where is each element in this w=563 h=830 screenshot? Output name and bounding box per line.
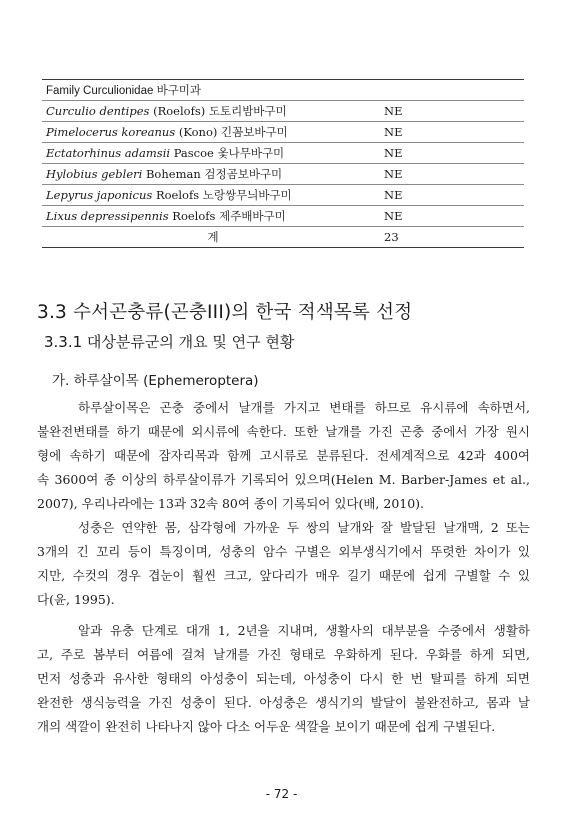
text-line: 3개의 긴 꼬리 등이 특징이며, 성충의 암수 구별은 외부생식기에서 뚜렷한 차이가 있 [37, 544, 530, 559]
text-line: 형에 속하기 때문에 잠자리목과 함께 고시류로 분류된다. 전세계적으로 42과 400여 [37, 448, 530, 463]
table-row [42, 143, 524, 164]
text-line: 지만, 수컷의 경우 겹눈이 훨씬 크고, 앞다리가 매우 길기 때문에 쉽게 구별할 수 있 [37, 568, 530, 583]
total-value: 23 [380, 227, 524, 248]
species-name: Lepyrus japonicus Roelofs 노랑쌍무늬바구미 [42, 185, 380, 206]
species-name: Curculio dentipes (Roelofs) 도토리밤바구미 [42, 101, 380, 122]
species-name: Lixus depressipennis Roelofs 제주배바구미 [42, 206, 380, 227]
paragraph-1 [37, 396, 530, 516]
text-line: 성충은 연약한 몸, 삼각형에 가까운 두 쌍의 날개와 잘 발달된 날개맥, 2 또는 [78, 520, 530, 535]
subsection-heading: 3.3.1 대상분류군의 개요 및 연구 현황 [44, 333, 295, 351]
text-line: 완전한 생식능력을 가진 성충이 된다. 아성충은 생식기의 발달이 불완전하고, 몸과 날 [37, 695, 530, 710]
text-line: 속 3600여 종 이상의 하루살이류가 기록되어 있으며(Helen M. Barber-James et al., [37, 472, 530, 487]
table-row [42, 101, 524, 122]
status-value: NE [380, 122, 524, 143]
text-line: 먼저 성충과 유사한 형태의 아성충이 되는데, 아성충이 다시 한 번 탈피를 하게 되면 [37, 671, 530, 686]
species-table [42, 79, 524, 248]
table-row [42, 206, 524, 227]
species-name: Ectatorhinus adamsii Pascoe 옻나무바구미 [42, 143, 380, 164]
table-row [42, 122, 524, 143]
section-heading: 3.3 수서곤충류(곤충III)의 한국 적색목록 선정 [37, 302, 413, 323]
status-value: NE [380, 206, 524, 227]
status-value: NE [380, 185, 524, 206]
page-number: - 72 - [265, 787, 298, 801]
total-row [42, 227, 524, 248]
family-row [42, 80, 524, 101]
table-row [42, 185, 524, 206]
paragraph-3 [37, 619, 530, 739]
paragraph-2 [37, 516, 530, 612]
family-name: Family Curculionidae 바구미과 [42, 80, 524, 101]
table-row [42, 164, 524, 185]
text-line: 개의 색깔이 완전히 나타나지 않아 다소 어두운 색깔을 보이기 때문에 쉽게 구별된다. [37, 719, 496, 734]
status-value: NE [380, 164, 524, 185]
species-name: Hylobius gebleri Boheman 검정곰보바구미 [42, 164, 380, 185]
text-line: 2007), 우리나라에는 13과 32속 80여 종이 기록되어 있다(배, 2010). [37, 496, 425, 511]
text-line: 알과 유충 단계로 대개 1, 2년을 지내며, 생활사의 대부분을 수중에서 생활하 [78, 623, 530, 638]
text-line: 고, 주로 봄부터 여름에 걸쳐 날개를 가진 형태로 우화하게 된다. 우화를 하게 되면, [37, 647, 530, 662]
text-line: 하루살이목은 곤충 중에서 날개를 가지고 변태를 하므로 유시류에 속하면서, [78, 400, 530, 415]
text-line: 불완전변태를 하기 때문에 외시류에 속한다. 또한 날개를 가진 곤충 중에서 가장 원시 [37, 424, 530, 439]
subsubsection-heading: 가. 하루살이목 (Ephemeroptera) [52, 373, 259, 389]
status-value: NE [380, 143, 524, 164]
total-label: 계 [42, 227, 380, 248]
status-value: NE [380, 101, 524, 122]
text-line: 다(윤, 1995). [37, 592, 115, 607]
species-name: Pimelocerus koreanus (Kono) 긴꼼보바구미 [42, 122, 380, 143]
